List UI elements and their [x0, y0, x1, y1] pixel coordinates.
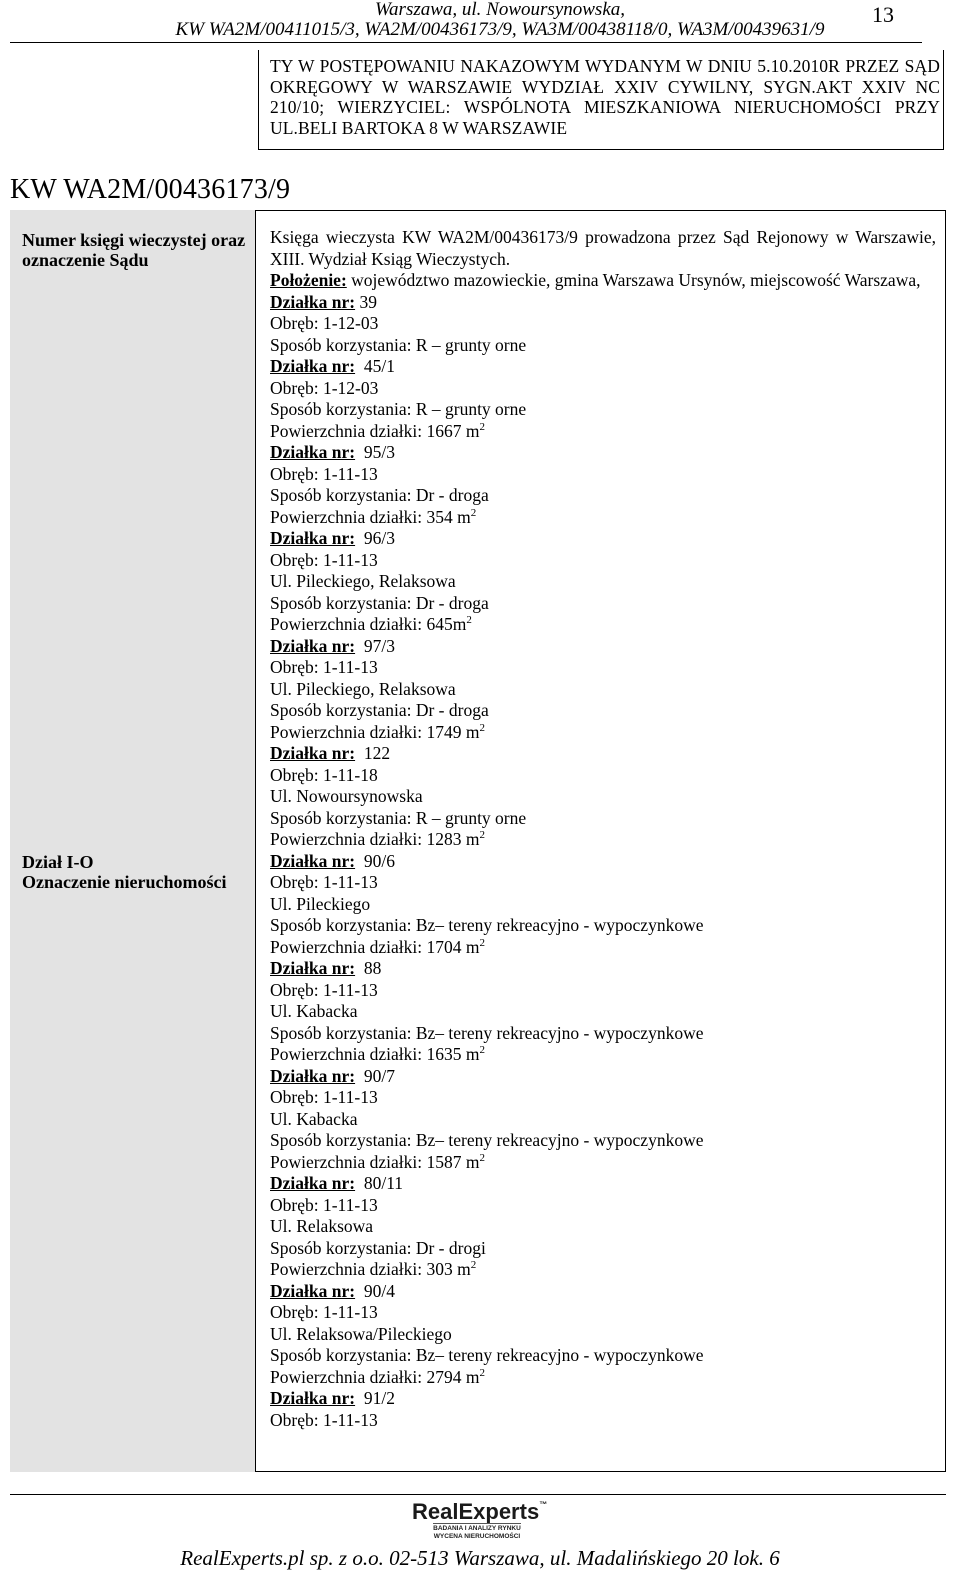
register-intro: Księga wieczysta KW WA2M/00436173/9 prowadzona przez Sąd Rejonowy w Warszawie, XIII. Wydział Ksiąg Wieczystych. [270, 227, 936, 269]
location-paragraph [270, 270, 936, 292]
parcel-land-use: Sposób korzystania: Bz– tereny rekreacyjno - wypoczynkowe [270, 915, 704, 935]
parcel-precinct: Obręb: 1-11-13 [270, 979, 378, 1000]
parcel-number-value: 39 [355, 291, 377, 312]
parcel-area: Powierzchnia działki: 1587 $m^2$ [270, 1151, 485, 1172]
parcel-street: Ul. Relaksowa [270, 1216, 374, 1236]
parcel-land-use: Sposób korzystania: Dr - droga [270, 592, 489, 613]
parcel-area: Powierzchnia działki: 1704 $m^2$ [270, 936, 485, 957]
parcel-street: Ul. Kabacka [270, 1001, 358, 1021]
parcel-number-row [270, 442, 936, 464]
parcel-street: Ul. Kabacka [270, 1108, 358, 1129]
parcel-land-use: Sposób korzystania: R – grunty orne [270, 807, 527, 828]
parcel-number-value: 90/6 [355, 850, 395, 871]
parcel-precinct: Obręb: 1-12-03 [270, 377, 379, 398]
parcel-precinct: Obręb: 1-11-13 [270, 1194, 378, 1215]
parcel-street: Ul. Pileckiego, Relaksowa [270, 571, 456, 591]
parcel-number-label: Działka nr: [270, 850, 356, 871]
parcel-number-label: Działka nr: [270, 1280, 356, 1301]
parcel-area: Powierzchnia działki: 1635 $m^2$ [270, 1044, 485, 1064]
parcel-number-value: 90/7 [355, 1065, 395, 1086]
footer-rule [10, 1494, 946, 1495]
parcel-number-row [270, 743, 936, 765]
footer-company-address: RealExperts.pl sp. z o.o. 02-513 Warszawa, ul. Madalińskiego 20 lok. 6 [180, 1546, 780, 1570]
parcel-precinct: Obręb: 1-11-13 [270, 1302, 378, 1322]
section-title: Dział I-O [22, 852, 94, 872]
parcel-number-label: Działka nr: [270, 743, 356, 763]
parcel-number-row [270, 1388, 936, 1410]
parcel-number-value: 97/3 [355, 635, 395, 656]
location-value: województwo mazowieckie, gmina Warszawa Ursynów, miejscowość Warszawa, [346, 270, 921, 290]
parcel-street: Ul. Pileckiego [270, 893, 371, 914]
parcel-number-label: Działka nr: [270, 1388, 356, 1408]
parcel-number-label: Działka nr: [270, 528, 356, 548]
parcel-precinct: Obręb: 1-11-13 [270, 1409, 378, 1430]
parcel-number-row [270, 1066, 936, 1088]
parcel-precinct: Obręb: 1-11-13 [270, 872, 378, 892]
section-subtitle: Oznaczenie nieruchomości [22, 872, 227, 892]
parcel-number-row [270, 1173, 936, 1195]
parcel-number-row [270, 528, 936, 550]
property-description [270, 227, 936, 1431]
parcel-land-use: Sposób korzystania: R – grunty orne [270, 399, 527, 419]
parcel-number-label: Działka nr: [270, 291, 356, 312]
parcel-number-value: 90/4 [355, 1280, 395, 1301]
parcel-number-value: 96/3 [355, 528, 395, 548]
header-line-2: KW WA2M/00411015/3, WA2M/00436173/9, WA3M/00438118/0, WA3M/00439631/9 [175, 19, 825, 40]
logo-tagline: BADANIA I ANALIZY RYNKU WYCENA NIERUCHOMOŚCI [433, 1525, 521, 1540]
parcel-area: Powierzchnia działki: 303 $m^2$ [270, 1259, 477, 1279]
parcel-number-row [270, 356, 936, 378]
parcel-land-use: Sposób korzystania: Bz– tereny rekreacyjno - wypoczynkowe [270, 1345, 704, 1365]
parcel-number-value: 91/2 [355, 1388, 395, 1408]
parcel-number-value: 88 [355, 958, 382, 978]
parcel-number-label: Działka nr: [270, 356, 356, 376]
parcel-number-value: 80/11 [355, 1173, 404, 1193]
header-rule [10, 42, 922, 43]
parcel-number-label: Działka nr: [270, 958, 356, 978]
parcel-area: Powierzchnia działki: 1667 $m^2$ [270, 420, 485, 441]
parcel-number-row [270, 636, 936, 658]
parcel-area: Powierzchnia działki: 1749 $m^2$ [270, 721, 485, 742]
location-label: Położenie: [270, 270, 347, 290]
parcel-area: Powierzchnia działki: 354 $m^2$ [270, 506, 477, 527]
parcel-land-use: Sposób korzystania: R – grunty orne [270, 334, 527, 355]
page-number: 13 [872, 2, 894, 27]
parcel-area: Powierzchnia działki: 2794 $m^2$ [270, 1366, 485, 1387]
section-label [22, 852, 246, 892]
realexperts-logo [412, 1499, 548, 1541]
parcel-number-label: Działka nr: [270, 1173, 356, 1193]
parcel-number-row [270, 958, 936, 980]
parcel-street: Ul. Nowoursynowska [270, 786, 423, 806]
parcel-land-use: Sposób korzystania: Dr - droga [270, 700, 489, 720]
previous-entry-text: TY W POSTĘPOWANIU NAKAZOWYM WYDANYM W DNIU 5.10.2010R PRZEZ SĄD OKRĘGOWY W WARSZAWIE WYDZIAŁ XXIV CYWILNY, SYGN.AKT XXIV NC 210/10; WIERZYCIEL: WSPÓLNOTA MIESZKANIOWA NIERUCHOMOŚCI PRZY UL.BELI BARTOKA 8 W WARSZAWIE [270, 56, 940, 138]
parcel-precinct: Obręb: 1-11-13 [270, 463, 378, 484]
header-address [140, 0, 860, 40]
parcel-number-value: 122 [355, 743, 391, 763]
parcel-number-row [270, 292, 936, 314]
parcel-number-label: Działka nr: [270, 1065, 356, 1086]
table-left-column [10, 210, 256, 1472]
parcel-number-value: 45/1 [355, 356, 395, 376]
parcel-list [270, 292, 936, 1432]
parcel-street: Ul. Relaksowa/Pileckiego [270, 1323, 452, 1344]
parcel-number-label: Działka nr: [270, 442, 356, 462]
header-line-1: Warszawa, ul. Nowoursynowska, [374, 0, 626, 20]
parcel-precinct: Obręb: 1-11-18 [270, 764, 378, 785]
parcel-number-value: 95/3 [355, 442, 395, 462]
parcel-precinct: Obręb: 1-11-13 [270, 1087, 378, 1107]
parcel-number-row [270, 851, 936, 873]
parcel-precinct: Obręb: 1-11-13 [270, 657, 378, 677]
parcel-number-label: Działka nr: [270, 635, 356, 656]
register-number-label: Numer księgi wieczystej oraz oznaczenie Sądu [22, 230, 246, 270]
parcel-precinct: Obręb: 1-11-13 [270, 549, 378, 570]
parcel-land-use: Sposób korzystania: Bz– tereny rekreacyjno - wypoczynkowe [270, 1022, 704, 1043]
parcel-number-row [270, 1281, 936, 1303]
logo-wordmark: RealExperts™ [412, 1499, 548, 1524]
parcel-area: Powierzchnia działki: $645m^2$ [270, 614, 472, 634]
parcel-land-use: Sposób korzystania: Dr - droga [270, 485, 489, 505]
parcel-land-use: Sposób korzystania: Dr - drogi [270, 1237, 486, 1258]
parcel-land-use: Sposób korzystania: Bz– tereny rekreacyjno - wypoczynkowe [270, 1130, 704, 1150]
land-register-number-title: KW WA2M/00436173/9 [10, 174, 291, 205]
parcel-street: Ul. Pileckiego, Relaksowa [270, 678, 456, 699]
parcel-precinct: Obręb: 1-12-03 [270, 313, 379, 333]
parcel-area: Powierzchnia działki: 1283 $m^2$ [270, 829, 485, 849]
